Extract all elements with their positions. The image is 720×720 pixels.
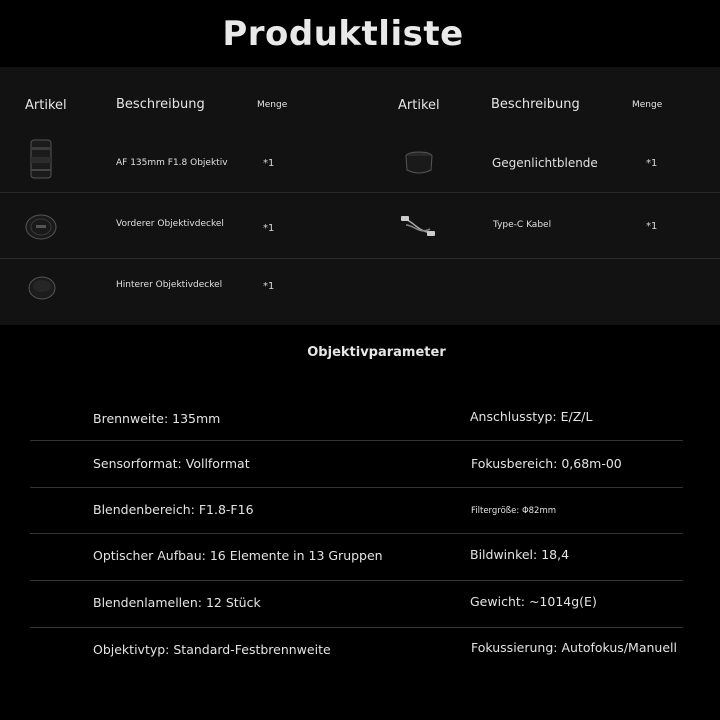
item-quantity: *1 [646,158,658,169]
row-divider [0,192,720,193]
usb-c-cable-icon [400,213,436,243]
header-artikel-right: Artikel [398,98,440,113]
section-title: Objektivparameter [307,345,446,360]
page-title: Produktliste [222,14,464,54]
spec-right: Filtergröße: Φ82mm [471,506,557,516]
row-divider [30,580,683,581]
row-divider [30,440,683,441]
front-lens-cap-icon [25,213,57,245]
item-quantity: *1 [263,223,275,234]
lens-hood-icon [404,151,434,179]
header-menge-left: Menge [257,100,288,110]
item-description: Type-C Kabel [493,220,552,230]
item-quantity: *1 [263,158,275,169]
header-beschreibung-left: Beschreibung [116,97,205,112]
lens-icon [28,139,54,183]
item-description: AF 135mm F1.8 Objektiv [116,158,228,168]
spec-right: Anschlusstyp: E/Z/L [470,409,593,424]
item-description: Vorderer Objektivdeckel [116,219,224,229]
spec-right: Fokussierung: Autofokus/Manuell [471,640,677,655]
row-divider [0,258,720,259]
item-quantity: *1 [263,281,275,292]
row-divider [30,533,683,534]
row-divider [30,487,683,488]
spec-left: Optischer Aufbau: 16 Elemente in 13 Gruppen [93,548,383,563]
rear-lens-cap-icon [28,275,56,305]
item-description: Gegenlichtblende [492,156,598,170]
header-artikel-left: Artikel [25,98,67,113]
spec-left: Sensorformat: Vollformat [93,456,250,471]
header-beschreibung-right: Beschreibung [491,97,580,112]
row-divider [30,627,683,628]
spec-right: Fokusbereich: 0,68m-00 [471,456,622,471]
spec-left: Blendenlamellen: 12 Stück [93,595,261,610]
spec-left: Objektivtyp: Standard-Festbrennweite [93,642,331,657]
item-quantity: *1 [646,221,658,232]
item-description: Hinterer Objektivdeckel [116,280,223,290]
spec-right: Gewicht: ~1014g(E) [470,594,597,609]
header-menge-right: Menge [632,100,663,110]
spec-left: Brennweite: 135mm [93,411,221,426]
spec-right: Bildwinkel: 18,4 [470,547,570,562]
product-list-panel [0,67,720,325]
spec-left: Blendenbereich: F1.8-F16 [93,502,254,517]
